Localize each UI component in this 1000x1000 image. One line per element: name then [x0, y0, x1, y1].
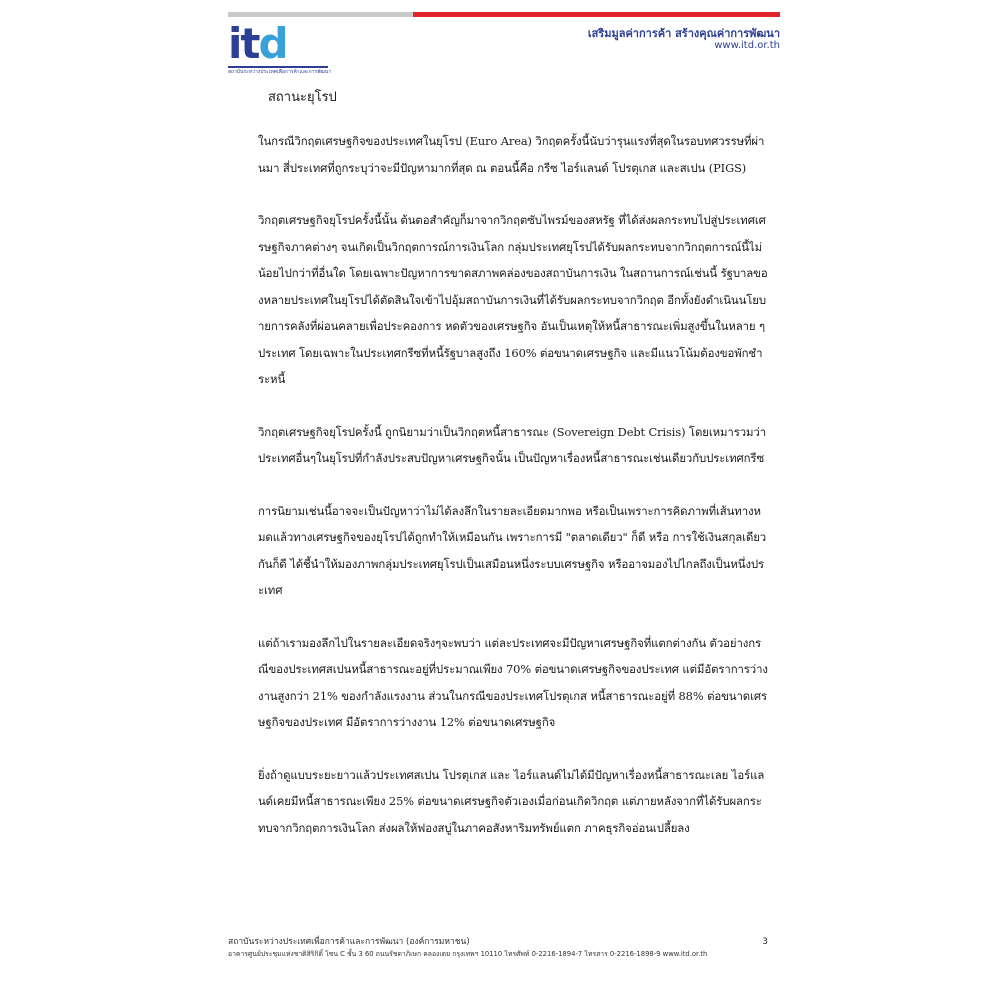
logo-wordmark	[228, 19, 338, 68]
logo-text: itd	[228, 19, 287, 68]
page-number: 3	[762, 937, 768, 947]
header-bar-red	[413, 12, 780, 17]
footer-line1	[228, 936, 768, 948]
footer-address: อาคารศูนย์ประชุมแห่งชาติสิริกิติ์ โซน C ชั้น 3 60 ถนนรัชดาภิเษก คลองเตย กรุงเทพฯ 10110 โทรศัพท์ 0-2216-1894-7 โทรสาร 0-2216-1898-9 www.itd.or.th	[228, 950, 708, 958]
itd-logo	[228, 19, 338, 84]
page-footer	[228, 936, 768, 960]
paragraph-1: ในกรณีวิกฤตเศรษฐกิจของประเทศในยุโรป (Euro Area) วิกฤตครั้งนี้นับว่ารุนแรงที่สุดในรอบทศวรรษที่ผ่านมา สี่ประเทศที่ถูกระบุว่าจะมีปัญหามากที่สุด ณ ตอนนี้คือ กรีซ ไอร์แลนด์ โปรตุเกส และสเปน (PIGS)	[258, 134, 765, 175]
paragraph-5: แต่ถ้าเรามองลึกไปในรายละเอียดจริงๆจะพบว่า แต่ละประเทศจะมีปัญหาเศรษฐกิจที่แตกต่างกัน ตัวอย่างกรณีของประเทศสเปนหนี้สาธารณะอยู่ที่ประมาณเพียง 70% ต่อขนาดเศรษฐกิจของประเทศ แต่มีอัตราการว่างงานสูงกว่า 21% ของกำลังแรงงาน ส่วนในกรณีของประเทศโปรตุเกส หนี้สาธารณะอยู่ที่ 88% ต่อขนาดเศรษฐกิจของประเทศ มีอัตราการว่างงาน 12% ต่อขนาดเศรษฐกิจ	[258, 635, 768, 729]
logo-subtitle: สถาบันระหว่างประเทศเพื่อการค้าและการพัฒนา	[228, 69, 332, 75]
header-bar-gray	[228, 12, 413, 17]
paragraph-2: วิกฤตเศรษฐกิจยุโรปครั้งนี้นั้น ต้นตอสำคัญก็มาจากวิกฤตซับไพรม์ของสหรัฐ ที่ได้ส่งผลกระทบไปสู่ประเทศเศรษฐกิจภาคต่างๆ จนเกิดเป็นวิกฤตการณ์การเงินโลก กลุ่มประเทศยุโรปได้รับผลกระทบจากวิกฤตการณ์นี้ไม่น้อยไปกว่าที่อื่นใด โดยเฉพาะปัญหาการขาดสภาพคล่องของสถาบันการเงิน ในสถานการณ์เช่นนี้ รัฐบาลของหลายประเทศในยุโรปได้ตัดสินใจเข้าไปอุ้มสถาบันการเงินที่ได้รับผลกระทบจากวิกฤต อีกทั้งยังดำเนินนโยบายการคลังที่ผ่อนคลายเพื่อประคองการ หดตัวของเศรษฐกิจ อันเป็นเหตุให้หนี้สาธารณะเพิ่มสูงขึ้นในหลาย ๆ ประเทศ โดยเฉพาะในประเทศกรีซที่หนี้รัฐบาลสูงถึง 160% ต่อขนาดเศรษฐกิจ และมีแนวโน้มต้องขอพักชำระหนี้	[258, 213, 768, 386]
document-body	[258, 88, 768, 867]
slogan-line1: เสริมมูลค่าการค้า สร้างคุณค่าการพัฒนา	[587, 27, 780, 40]
paragraph-4: การนิยามเช่นนี้อาจจะเป็นปัญหาว่าไม่ได้ลงลึกในรายละเอียดมากพอ หรือเป็นเพราะการคิดภาพที่เส้นทางหมดแล้วทางเศรษฐกิจของยุโรปได้ถูกทำให้เหมือนกัน เพราะการมี "ตลาดเดียว" ก็ดี หรือ การใช้เงินสกุลเดียวกันก็ดี ได้ชี้นำให้มองภาพกลุ่มประเทศยุโรปเป็นเสมือนหนึ่งระบบเศรษฐกิจ หรืออาจมองไปไกลถึงเป็นหนึ่งประเทศ	[258, 503, 767, 597]
paragraph-3: วิกฤตเศรษฐกิจยุโรปครั้งนี้ ถูกนิยามว่าเป็นวิกฤตหนี้สาธารณะ (Sovereign Debt Crisis) โดยเหมารวมว่า ประเทศอื่นๆในยุโรปที่กำลังประสบปัญหาเศรษฐกิจนั้น เป็นปัญหาเรื่องหนี้สาธารณะเช่นเดียวกับประเทศกรีซ	[258, 424, 767, 465]
section-heading: สถานะยุโรป	[268, 90, 337, 105]
website-url: www.itd.or.th	[714, 40, 780, 51]
paragraph-6: ยิ่งถ้าดูแบบระยะยาวแล้วประเทศสเปน โปรตุเกส และ ไอร์แลนด์ไม่ได้มีปัญหาเรื่องหนี้สาธารณะเลย ไอร์แลนด์เคยมีหนี้สาธารณะเพียง 25% ต่อขนาดเศรษฐกิจตัวเองเมื่อก่อนเกิดวิกฤต แต่ภายหลังจากที่ได้รับผลกระทบจากวิกฤตการเงินโลก ส่งผลให้ฟองสบู่ในภาคอสังหาริมทรัพย์แตก ภาคธุรกิจอ่อนเปลี้ยลง	[258, 767, 765, 835]
header-slogan	[588, 27, 780, 52]
footer-org: สถาบันระหว่างประเทศเพื่อการค้าและการพัฒนา (องค์การมหาชน)	[228, 937, 470, 947]
